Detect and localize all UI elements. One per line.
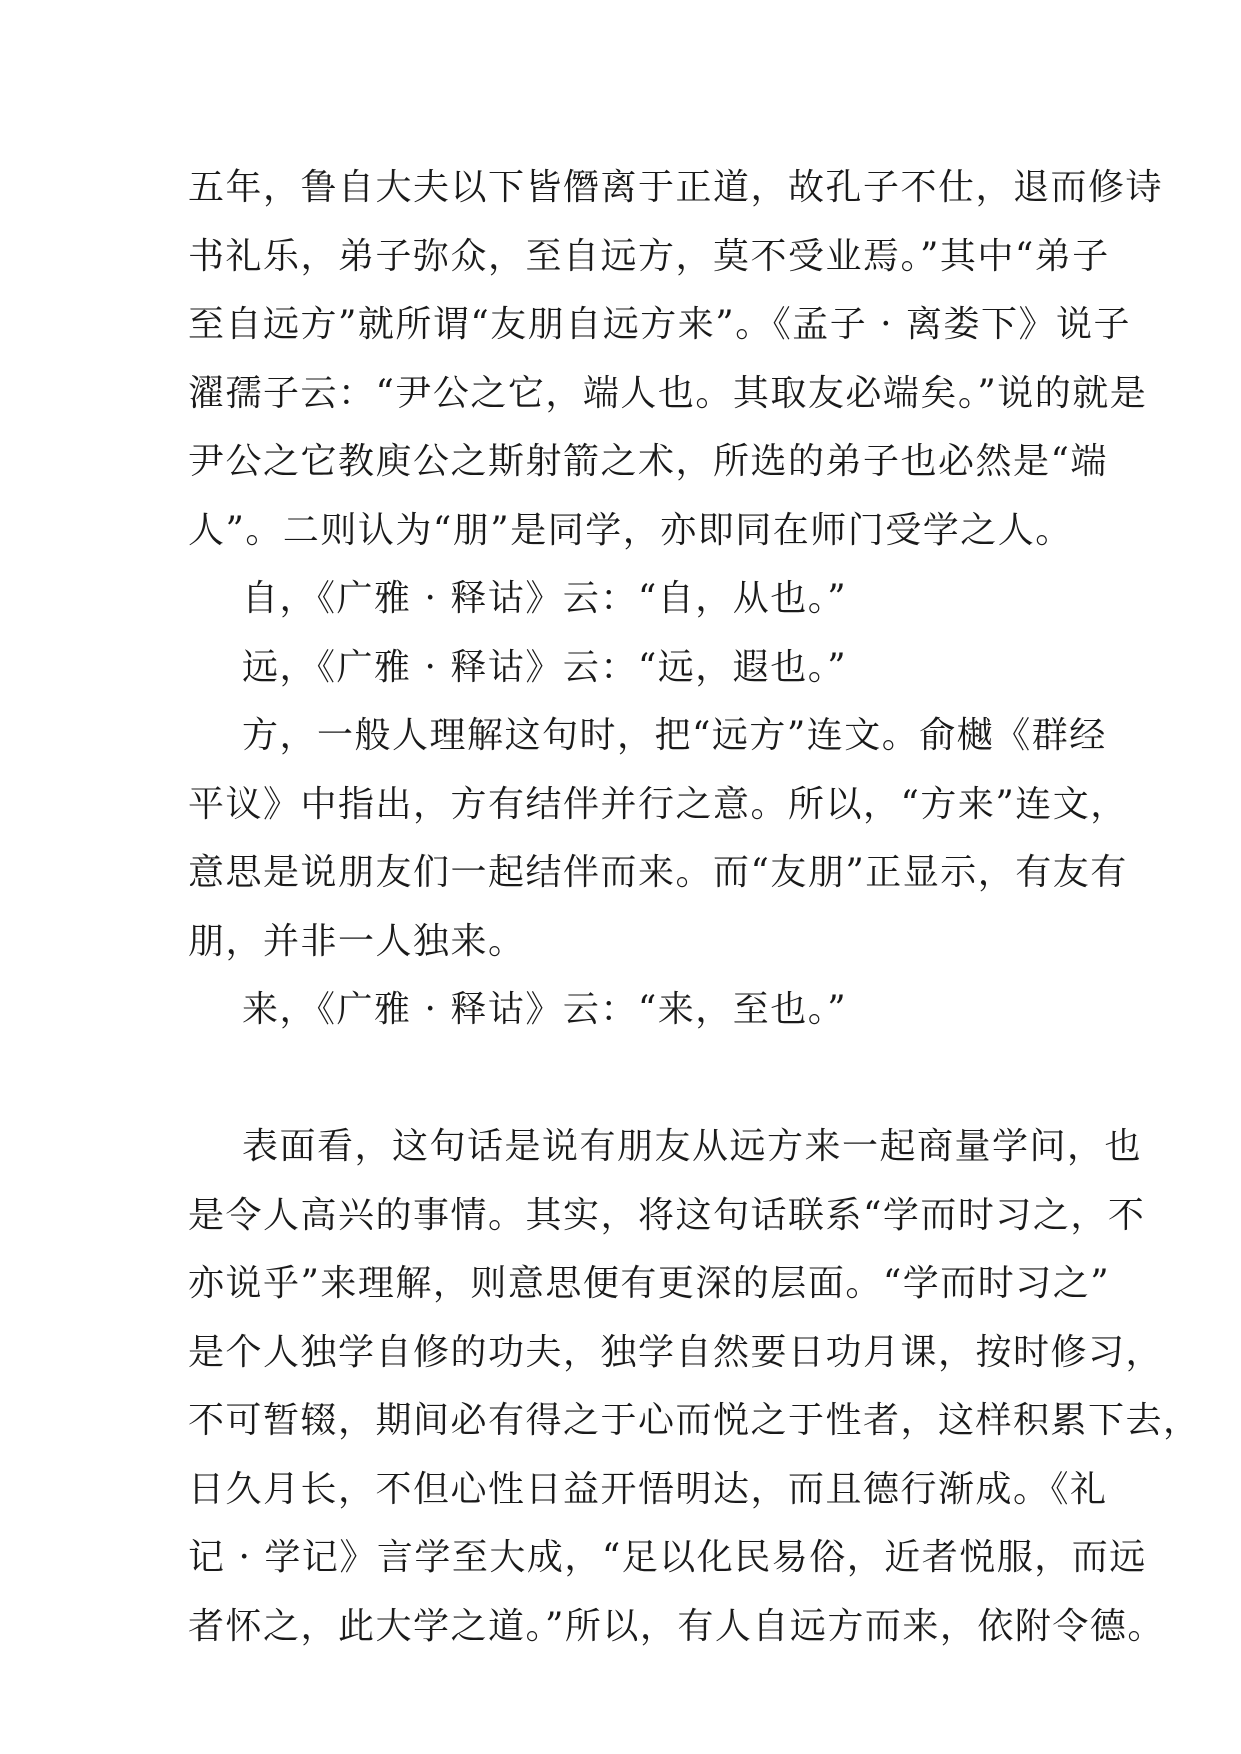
text-line: 自，《广雅 · 释诂》云：“自，从也。”	[242, 578, 848, 619]
text-line: 者怀之，此大学之道。”所以，有人自远方而来，依附令德。	[188, 1605, 1165, 1647]
text-line: 是个人独学自修的功夫，独学自然要日功月课，按时修习，	[188, 1331, 1164, 1373]
text-line: 人”。二则认为“朋”是同学，亦即同在师门受学之人。	[188, 509, 1073, 551]
paragraph	[188, 634, 1050, 703]
text-line: 远，《广雅 · 释诂》云：“远，遐也。”	[242, 646, 848, 688]
text-line: 书礼乐，弟子弥众，至自远方，莫不受业焉。”其中“弟子	[188, 235, 1110, 277]
text-line: 来，《广雅 · 释诂》云：“来，至也。”	[242, 989, 848, 1030]
paragraph	[188, 702, 1128, 976]
paragraph	[188, 154, 1164, 565]
body-text	[188, 154, 1201, 1661]
text-line: 朋，并非一人独来。	[188, 920, 526, 962]
text-line: 尹公之它教庾公之斯射箭之术，所选的弟子也必然是“端	[188, 441, 1108, 482]
text-line: 濯孺子云：“尹公之它，端人也。其取友必端矣。”说的就是	[188, 372, 1148, 414]
text-line: 记 · 学记》言学至大成，“足以化民易俗，近者悦服，而远	[188, 1537, 1147, 1578]
text-line: 是令人高兴的事情。其实，将这句话联系“学而时习之，不	[188, 1194, 1146, 1236]
text-line: 平议》中指出，方有结伴并行之意。所以，“方来”连文，	[188, 783, 1128, 825]
text-line: 至自远方”就所谓“友朋自远方来”。《孟子 · 离娄下》说子	[188, 304, 1132, 345]
text-line: 五年，鲁自大夫以下皆僭离于正道，故孔子不仕，退而修诗	[188, 167, 1164, 208]
text-line: 不可暂辍，期间必有得之于心而悦之于性者，这样积累下去，	[188, 1400, 1201, 1441]
paragraph-gap	[188, 1045, 1050, 1114]
paragraph	[188, 976, 1050, 1045]
paragraph	[188, 1113, 1201, 1661]
text-line: 方，一般人理解这句时，把“远方”连文。俞樾《群经	[242, 715, 1107, 756]
text-line: 亦说乎”来理解，则意思便有更深的层面。“学而时习之”	[188, 1263, 1111, 1304]
text-line: 表面看，这句话是说有朋友从远方来一起商量学问，也	[242, 1126, 1143, 1167]
paragraph	[188, 565, 1050, 634]
text-line: 意思是说朋友们一起结伴而来。而“友朋”正显示，有友有	[188, 852, 1128, 893]
text-line: 日久月长，不但心性日益开悟明达，而且德行渐成。《礼	[188, 1468, 1108, 1510]
